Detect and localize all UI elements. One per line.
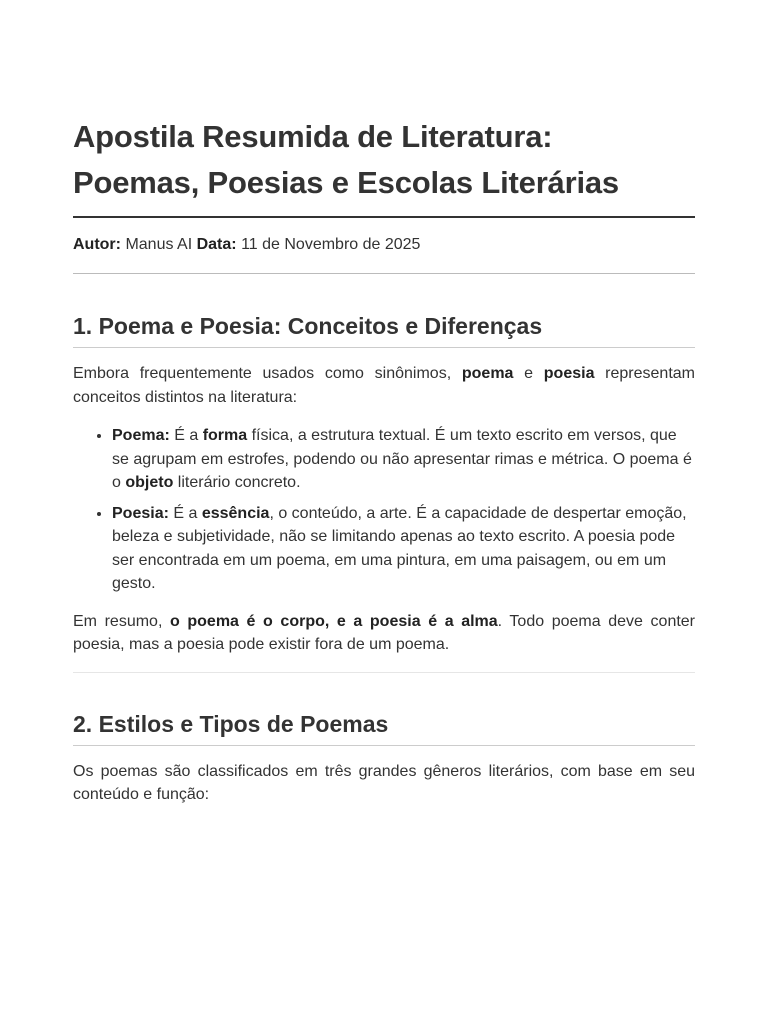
item-label: Poesia: <box>112 504 169 522</box>
document-title <box>73 0 695 206</box>
item-text: , o conteúdo, a arte. É a capacidade de despertar emoção, beleza e subjetividade, não se limitando apenas ao texto escrito. A poesia pode ser encontrada em um poema, em uma pintura, em uma paisagem, ou em um gesto. <box>112 504 687 592</box>
item-bold: essência <box>201 504 270 522</box>
item-bold: objeto <box>125 474 174 491</box>
title-line-1: Apostila Resumida de Literatura: <box>73 119 553 154</box>
list-item-poema <box>112 424 695 495</box>
summary-text-2: . Todo poema deve conter poesia, mas a poesia pode existir fora de um poema. <box>73 612 696 653</box>
section-1-heading: 1. Poema e Poesia: Conceitos e Diferenças <box>73 313 543 339</box>
author-value: Manus AI <box>125 236 193 253</box>
section-1-heading-underline <box>73 347 695 348</box>
definitions-list <box>73 424 695 596</box>
item-label: Poema: <box>112 427 170 444</box>
section-estilos-tipos <box>73 707 695 807</box>
intro-text-3: representam conceitos distintos na literatura: <box>73 365 696 406</box>
intro-text-2: e <box>513 365 544 382</box>
intro-text-1: Embora frequentemente usados como sinônimos, <box>73 365 462 382</box>
document-meta <box>73 234 695 256</box>
list-item-poesia <box>112 502 695 596</box>
title-divider <box>73 216 695 218</box>
summary-bold: o poema é o corpo, e a poesia é a alma <box>170 612 498 630</box>
section-2-heading-underline <box>73 745 695 746</box>
item-bold: forma <box>202 427 248 444</box>
item-text: É a <box>169 427 203 444</box>
item-text: É a <box>168 504 202 522</box>
section-divider <box>73 672 695 673</box>
section-2-heading: 2. Estilos e Tipos de Poemas <box>73 710 389 737</box>
summary-text-1: Em resumo, <box>73 612 170 630</box>
section-poema-poesia <box>73 309 695 657</box>
section-2-intro: Os poemas são classificados em três grandes gêneros literários, com base em seu conteúdo e função: <box>73 762 695 803</box>
author-label: Autor: <box>73 236 121 253</box>
intro-bold-poesia: poesia <box>543 365 595 382</box>
item-text: física, a estrutura textual. É um texto escrito em versos, que se agrupam em estrofes, podendo ou não apresentar rimas e métrica. O poema é o <box>112 427 692 491</box>
meta-divider <box>73 273 695 274</box>
intro-bold-poema: poema <box>461 365 514 382</box>
title-line-2: Poemas, Poesias e Escolas Literárias <box>73 165 619 200</box>
section-1-summary <box>73 610 695 657</box>
date-value: 11 de Novembro de 2025 <box>241 236 421 253</box>
date-label: Data: <box>196 236 237 253</box>
section-1-intro <box>73 362 695 409</box>
item-text: literário concreto. <box>173 474 301 491</box>
